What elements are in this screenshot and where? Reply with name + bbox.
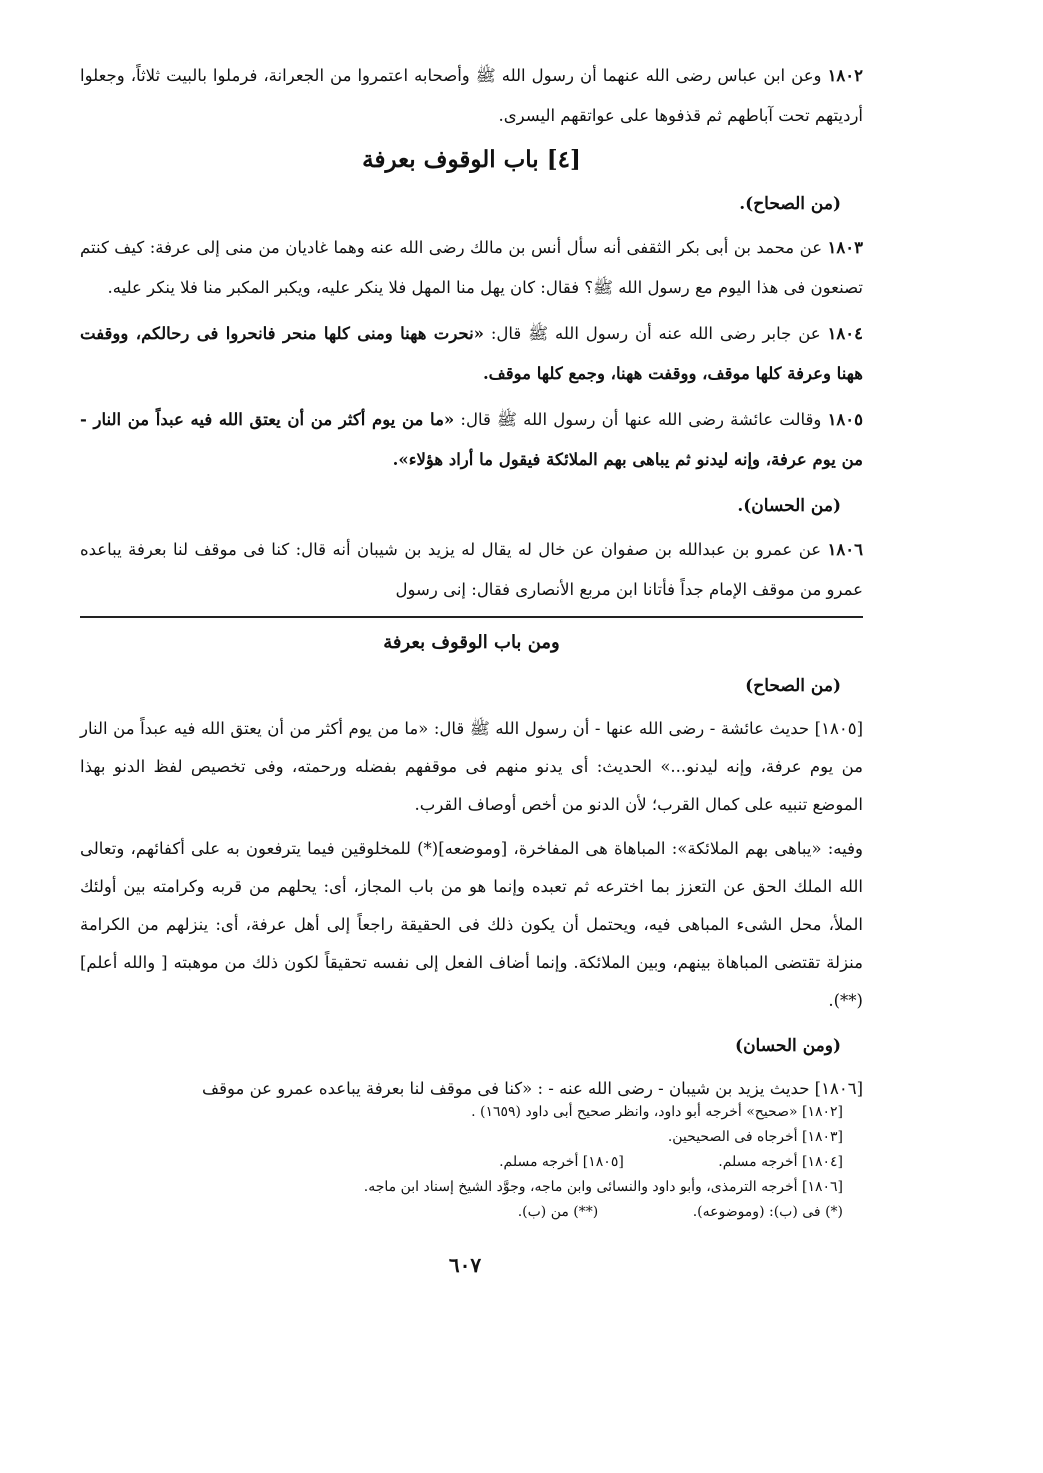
hadith-number: ١٨٠٦ bbox=[827, 540, 863, 559]
hadith-text: وعن ابن عباس رضى الله عنهما أن رسول الله ﷺ وأصحابه اعتمروا من الجعرانة، فرملوا بالبيت ثلاثاً، وجعلوا أرديتهم تحت آباطهم ثم قذفوها على عواتقهم اليسرى. bbox=[80, 66, 863, 125]
footnote: [١٨٠٣] أخرجاه فى الصحيحين. bbox=[667, 1129, 843, 1145]
commentary-paragraph: [١٨٠٥] حديث عائشة - رضى الله عنها - أن رسول الله ﷺ قال: «ما من يوم أكثر من أن يعتق الله فيه عبداً من النار من يوم عرفة، وإنه ليدنو...» الحديث: أى يدنو منهم فى موقفهم بفضله ورحمته، وفى تخصيص لفظ الدنو بهذا الموضع تنبيه على كمال القرب؛ لأن الدنو من أخص أوصاف القرب. bbox=[80, 719, 863, 814]
commentary-paragraph: [١٨٠٦] حديث يزيد بن شيبان - رضى الله عنه - : «كنا فى موقف لنا بعرفة يباعده عمرو عن موقف bbox=[202, 1079, 863, 1098]
hadith-quote: «نحرت ههنا ومنى كلها منحر فانحروا فى رحالكم، ووقفت ههنا وعرفة كلها موقف، ووقفت ههنا، وجمع كلها موقف. bbox=[80, 324, 863, 383]
hadith-intro: عن جابر رضى الله عنه أن رسول الله ﷺ قال: bbox=[490, 324, 821, 343]
hadith-1805 bbox=[80, 400, 863, 480]
footnote-pair bbox=[260, 1200, 843, 1225]
hadith-quote: «ما من يوم أكثر من أن يعتق الله فيه عبداً من النار - من يوم عرفة، وإنه ليدنو ثم يباهى بهم الملائكة فيقول ما أراد هؤلاء». bbox=[80, 410, 863, 469]
hadith-number: ١٨٠٥ bbox=[827, 410, 864, 429]
hadith-number: ١٨٠٣ bbox=[827, 238, 863, 257]
commentary-label-hisan: (ومن الحسان) bbox=[735, 1036, 841, 1056]
commentary-paragraph: وفيه: «يباهى بهم الملائكة»: المباهاة هى المفاخرة، [وموضعه](*) للمخلوقين فيما يترفعون به على أكفائهم، وتعالى الله الملك الحق عن التعزز بما اخترعه ثم تعبده وإنما هو من باب المجاز، أى: يحلهم من قربه وكرامته بين أولئك الملأ، محل الشىء المباهى فيه، ويحتمل أن يكون ذلك فى الحقيقة راجعاً إلى أهل عرفة، أى: ينزلهم من الكرامة منزلة تقتضى المباهاة بينهم، وبين الملائكة. وإنما أضاف الفعل إلى نفسه تحقيقاً لكون ذلك من موهبته [ والله أعلم](**). bbox=[80, 839, 863, 1010]
hadith-number: ١٨٠٢ bbox=[827, 66, 864, 85]
footnotes bbox=[260, 1100, 843, 1225]
hadith-intro: وقالت عائشة رضى الله عنها أن رسول الله ﷺ قال: bbox=[460, 410, 822, 429]
page-body bbox=[80, 56, 863, 1114]
footnote-pair bbox=[260, 1150, 843, 1175]
hadith-1806 bbox=[80, 530, 863, 610]
hadith-text: عن محمد بن أبى بكر الثقفى أنه سأل أنس بن مالك رضى الله عنه وهما غاديان من منى إلى عرفة: كيف كنتم تصنعون فى هذا اليوم مع رسول الله ﷺ؟ فقال: كان يهل منا المهل فلا ينكر عليه، ويكبر المكبر منا فلا ينكر عليه. bbox=[80, 238, 863, 297]
commentary-label-sihah: (من الصحاح) bbox=[745, 676, 841, 696]
section-label-sihah: (من الصحاح). bbox=[739, 194, 841, 214]
footnote: [١٨٠٤] أخرجه مسلم. bbox=[718, 1154, 843, 1170]
section-divider bbox=[80, 616, 863, 618]
commentary-title: ومن باب الوقوف بعرفة bbox=[383, 632, 560, 653]
hadith-1804 bbox=[80, 314, 863, 394]
footnote: (**) من (ب). bbox=[517, 1204, 599, 1220]
hadith-1803 bbox=[80, 228, 863, 308]
chapter-title: [٤] باب الوقوف بعرفة bbox=[362, 146, 581, 173]
footnote: [١٨٠٢] «صحيح» أخرجه أبو داود، وانظر صحيح أبى داود (١٦٥٩) . bbox=[471, 1104, 843, 1120]
footnote: (*) فى (ب): (وموضوعه). bbox=[692, 1204, 843, 1220]
footnote: [١٨٠٦] أخرجه الترمذى، وأبو داود والنسائى وابن ماجه، وجوَّد الشيخ إسناد ابن ماجه. bbox=[363, 1179, 843, 1195]
footnote: [١٨٠٥] أخرجه مسلم. bbox=[499, 1154, 624, 1170]
section-label-hisan: (من الحسان). bbox=[737, 496, 841, 516]
hadith-number: ١٨٠٤ bbox=[827, 324, 863, 343]
page-number: ٦٠٧ bbox=[448, 1253, 482, 1277]
hadith-text: عن عمرو بن عبدالله بن صفوان عن خال له يقال له يزيد بن شيبان أنه قال: كنا فى موقف لنا بعرفة يباعده عمرو من موقف الإمام جداً فأتانا ابن مربع الأنصارى فقال: إنى رسول bbox=[80, 540, 863, 599]
hadith-1802 bbox=[80, 56, 863, 136]
